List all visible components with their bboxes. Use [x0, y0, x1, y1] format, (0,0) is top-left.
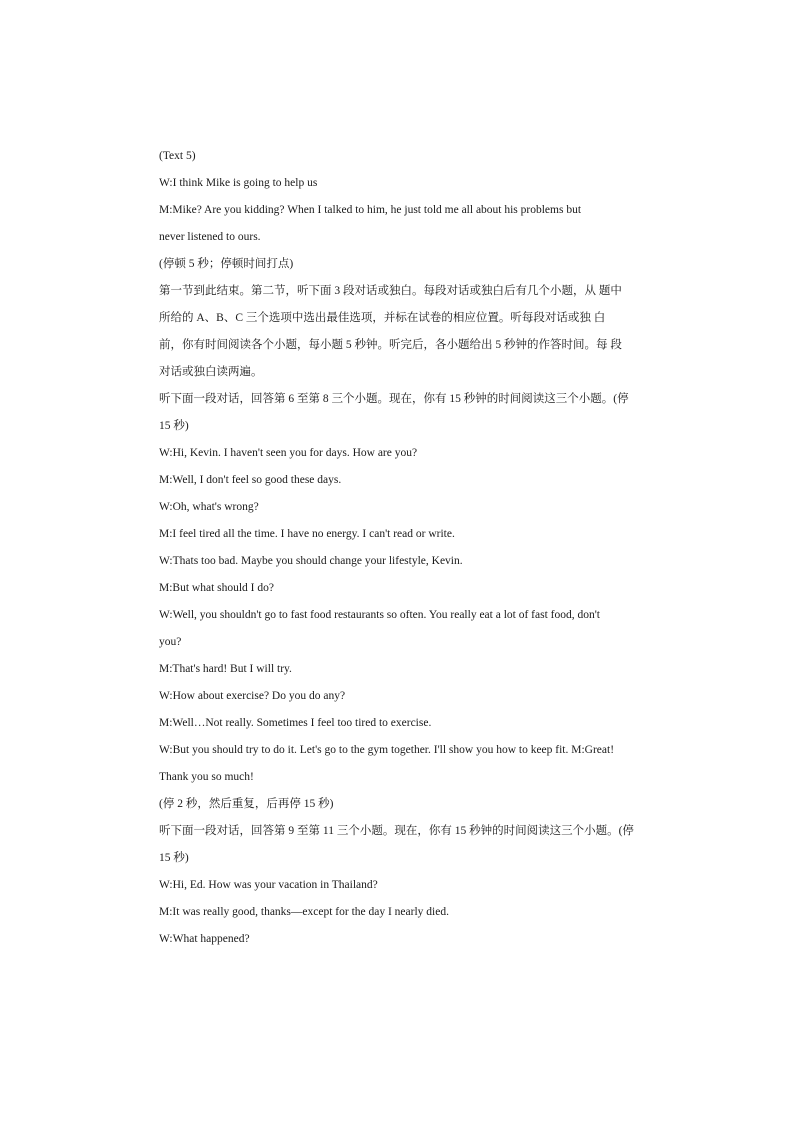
- text-line: 听下面一段对话，回答第 9 至第 11 三个小题。现在，你有 15 秒钟的时间阅读这三个小题。(停: [159, 825, 634, 837]
- text-line: M:I feel tired all the time. I have no energy. I can't read or write.: [159, 528, 455, 540]
- text-line: W:How about exercise? Do you do any?: [159, 690, 346, 702]
- text-line: you?: [159, 636, 182, 648]
- text-line: W:What happened?: [159, 933, 250, 945]
- text-line: (停 2 秒，然后重复，后再停 15 秒): [159, 798, 334, 810]
- text-line: M:Mike? Are you kidding? When I talked to him, he just told me all about his problems but: [159, 204, 582, 216]
- text-line: 听下面一段对话，回答第 6 至第 8 三个小题。现在，你有 15 秒钟的时间阅读这三个小题。(停: [159, 393, 629, 405]
- text-line: M:That's hard! But I will try.: [159, 663, 292, 675]
- text-line: never listened to ours.: [159, 231, 261, 243]
- text-line: W:But you should try to do it. Let's go to the gym together. I'll show you how to keep fit. M:Great!: [159, 744, 615, 756]
- text-line: M:Well…Not really. Sometimes I feel too tired to exercise.: [159, 717, 432, 729]
- text-line: Thank you so much!: [159, 771, 254, 783]
- text-line: 所给的 A、B、C 三个选项中选出最佳选项，并标在试卷的相应位置。听每段对话或独 白: [159, 312, 606, 324]
- text-line: M:But what should I do?: [159, 582, 274, 594]
- text-line: (Text 5): [159, 150, 196, 162]
- text-line: 前，你有时间阅读各个小题，每小题 5 秒钟。听完后，各小题给出 5 秒钟的作答时间。每 段: [159, 339, 622, 351]
- text-line: 15 秒): [159, 420, 189, 432]
- text-line: W:Thats too bad. Maybe you should change your lifestyle, Kevin.: [159, 555, 463, 567]
- text-line: 对话或独白读两遍。: [159, 366, 263, 378]
- text-line: M:It was really good, thanks—except for the day I nearly died.: [159, 906, 449, 918]
- text-line: 第一节到此结束。第二节，听下面 3 段对话或独白。每段对话或独白后有几个小题，从 题中: [159, 285, 622, 297]
- text-line: (停顿 5 秒；停顿时间打点): [159, 258, 294, 270]
- text-line: W:Hi, Ed. How was your vacation in Thailand?: [159, 879, 378, 891]
- text-line: W:Hi, Kevin. I haven't seen you for days. How are you?: [159, 447, 418, 459]
- text-line: W:Well, you shouldn't go to fast food restaurants so often. You really eat a lot of fast food, don't: [159, 609, 600, 621]
- transcript-body: [159, 143, 649, 953]
- text-line: 15 秒): [159, 852, 189, 864]
- text-line: W:I think Mike is going to help us: [159, 177, 318, 189]
- text-line: M:Well, I don't feel so good these days.: [159, 474, 342, 486]
- text-line: W:Oh, what's wrong?: [159, 501, 259, 513]
